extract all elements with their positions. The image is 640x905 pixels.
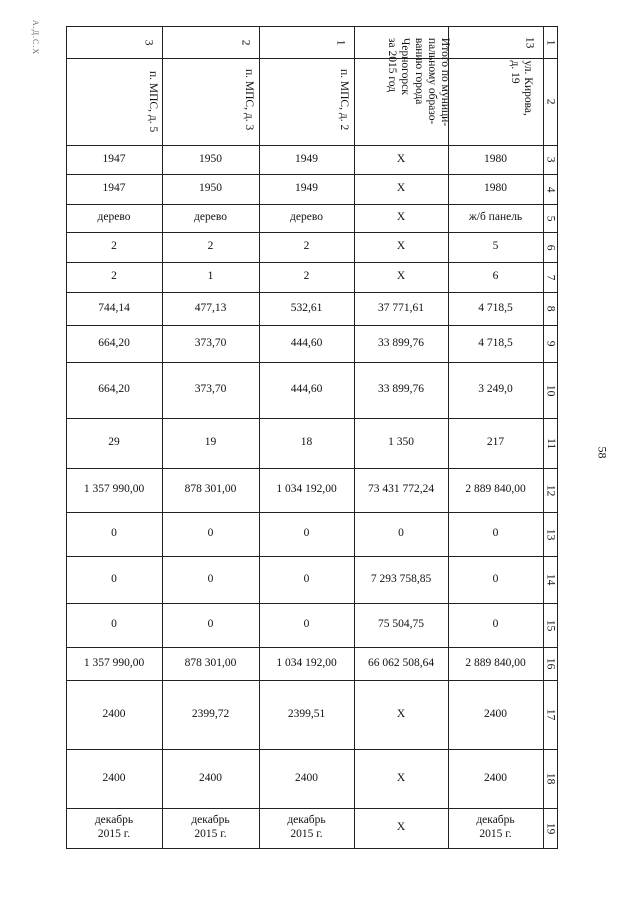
table-cell: 37 771,61 bbox=[378, 301, 424, 314]
table-cell: 1950 bbox=[199, 152, 222, 165]
table-cell: 2400 bbox=[102, 707, 126, 720]
table-cell: 532,61 bbox=[290, 301, 323, 314]
row-number: 8 bbox=[544, 305, 557, 312]
row-number: 4 bbox=[544, 186, 557, 192]
row-number: 15 bbox=[544, 619, 557, 631]
table-cell: 217 bbox=[486, 436, 505, 449]
grid-hline bbox=[66, 26, 558, 27]
table-cell: декабрь 2015 г. bbox=[476, 814, 515, 840]
table-cell: 1949 bbox=[295, 152, 318, 165]
table-cell: 664,20 bbox=[98, 383, 130, 396]
column-address-header: п. МПС, д. 2 bbox=[337, 68, 350, 130]
table-cell: 444,60 bbox=[290, 336, 323, 349]
table-cell: 0 bbox=[111, 572, 117, 585]
table-cell: 2399,72 bbox=[191, 707, 230, 720]
row-number: 13 bbox=[544, 528, 557, 540]
table-cell: 1 357 990,00 bbox=[83, 656, 145, 669]
table-cell: 0 bbox=[207, 527, 214, 540]
table-cell: дерево bbox=[290, 211, 323, 224]
table-cell: 1 350 bbox=[388, 436, 414, 449]
table-cell: Х bbox=[396, 240, 406, 253]
table-cell: 2399,51 bbox=[287, 707, 326, 720]
row-number: 16 bbox=[544, 657, 557, 670]
table-cell: дерево bbox=[194, 211, 227, 224]
table-cell: Х bbox=[396, 270, 406, 283]
table-cell: 664,20 bbox=[98, 336, 130, 349]
table-cell: 2 bbox=[207, 240, 214, 253]
table-cell: 2400 bbox=[102, 771, 126, 784]
table-cell: дерево bbox=[97, 211, 131, 224]
table-cell: 2400 bbox=[295, 771, 318, 784]
table-cell: 19 bbox=[204, 436, 217, 449]
table-cell: 2400 bbox=[199, 771, 222, 784]
table-cell: Х bbox=[396, 211, 406, 224]
column-address-header: п. МПС, д. 5 bbox=[146, 70, 159, 132]
page-number: 58 bbox=[595, 446, 610, 459]
row-number: 11 bbox=[544, 437, 557, 449]
table-cell: 0 bbox=[303, 618, 310, 631]
row-number: 10 bbox=[544, 384, 557, 396]
row-number: 9 bbox=[544, 340, 557, 347]
row-number: 5 bbox=[544, 215, 557, 221]
row-number: 3 bbox=[544, 156, 557, 163]
row-number: 19 bbox=[544, 822, 557, 834]
row-number: 7 bbox=[544, 274, 557, 280]
grid-hline bbox=[66, 848, 558, 849]
table-cell: 2 bbox=[111, 240, 117, 253]
row-number: 18 bbox=[544, 772, 557, 785]
column-address-header: Итого по муници- пальному образо- ванию города Черногорск за 2015 год bbox=[386, 37, 452, 127]
table-cell: 0 bbox=[111, 527, 117, 540]
table-cell: 1950 bbox=[199, 182, 222, 195]
table-cell: 0 bbox=[207, 572, 214, 585]
table-cell: 6 bbox=[492, 270, 499, 283]
table-cell: 2 bbox=[111, 270, 117, 283]
row-number: 1 bbox=[544, 39, 557, 45]
table-cell: 744,14 bbox=[98, 301, 130, 314]
table-cell: 1980 bbox=[484, 182, 507, 195]
table-cell: 1 bbox=[207, 270, 214, 283]
table-cell: ж/б панель bbox=[468, 211, 523, 224]
row-number: 12 bbox=[544, 484, 557, 496]
table-cell: 0 bbox=[398, 527, 404, 540]
table-cell: 477,13 bbox=[194, 301, 227, 314]
table-cell: 29 bbox=[108, 436, 120, 449]
table-cell: 0 bbox=[303, 527, 310, 540]
table-cell: 0 bbox=[492, 618, 499, 631]
column-number: 13 bbox=[523, 36, 536, 48]
table-cell: 2 889 840,00 bbox=[465, 483, 526, 496]
table-cell: 2 889 840,00 bbox=[465, 656, 526, 669]
table-cell: декабрь 2015 г. bbox=[287, 814, 326, 840]
column-number: 2 bbox=[239, 39, 252, 45]
table-cell: Х bbox=[396, 152, 406, 165]
table-cell: 18 bbox=[300, 436, 313, 449]
table-cell: 373,70 bbox=[194, 383, 227, 396]
table-cell: 0 bbox=[303, 572, 310, 585]
table-cell: 66 062 508,64 bbox=[367, 656, 435, 669]
table-cell: 1949 bbox=[295, 182, 318, 195]
table-cell: Х bbox=[396, 707, 406, 720]
table-cell: Х bbox=[396, 821, 406, 834]
table-cell: 5 bbox=[492, 240, 499, 253]
table-cell: 878 301,00 bbox=[184, 483, 237, 496]
column-number: 1 bbox=[334, 39, 347, 45]
table-cell: 1 034 192,00 bbox=[276, 656, 337, 669]
table-cell: 75 504,75 bbox=[378, 618, 424, 631]
table-cell: 373,70 bbox=[194, 336, 227, 349]
table-cell: Х bbox=[396, 182, 406, 195]
row-number: 6 bbox=[544, 244, 557, 250]
table-cell: 444,60 bbox=[290, 383, 323, 396]
column-address-header: ул. Кирова, д. 19 bbox=[508, 60, 534, 116]
table-cell: 1 034 192,00 bbox=[276, 483, 337, 496]
table-cell: 73 431 772,24 bbox=[367, 483, 435, 496]
table-cell: 1 357 990,00 bbox=[83, 483, 145, 496]
row-number: 14 bbox=[544, 573, 557, 586]
table-cell: 0 bbox=[111, 618, 117, 631]
table-cell: 2 bbox=[303, 240, 310, 253]
table-cell: 1947 bbox=[102, 152, 126, 165]
table-cell: 2400 bbox=[484, 771, 507, 784]
table-cell: 4 718,5 bbox=[478, 336, 513, 349]
table-cell: 3 249,0 bbox=[478, 383, 513, 396]
table-cell: 1947 bbox=[102, 182, 126, 195]
row-number: 2 bbox=[544, 98, 557, 104]
table-cell: 33 899,76 bbox=[378, 383, 424, 396]
table-cell: 0 bbox=[492, 527, 499, 540]
table-cell: 7 293 758,85 bbox=[370, 572, 432, 585]
row-number: 17 bbox=[544, 708, 557, 721]
table-cell: 0 bbox=[492, 572, 499, 585]
table-cell: 878 301,00 bbox=[184, 656, 237, 669]
corner-mark: А.Д.С.Х bbox=[31, 19, 41, 56]
column-number: 3 bbox=[142, 39, 155, 45]
table-cell: 0 bbox=[207, 618, 214, 631]
table-cell: Х bbox=[396, 771, 406, 784]
table-cell: декабрь 2015 г. bbox=[94, 814, 134, 840]
grid-hline bbox=[66, 58, 558, 59]
column-address-header: п. МПС, д. 3 bbox=[242, 68, 255, 130]
table-cell: 4 718,5 bbox=[478, 301, 513, 314]
table-cell: 2 bbox=[303, 270, 310, 283]
table-cell: 1980 bbox=[484, 152, 507, 165]
table-cell: 2400 bbox=[484, 707, 507, 720]
table-cell: 33 899,76 bbox=[378, 336, 424, 349]
table-cell: декабрь 2015 г. bbox=[191, 814, 230, 840]
